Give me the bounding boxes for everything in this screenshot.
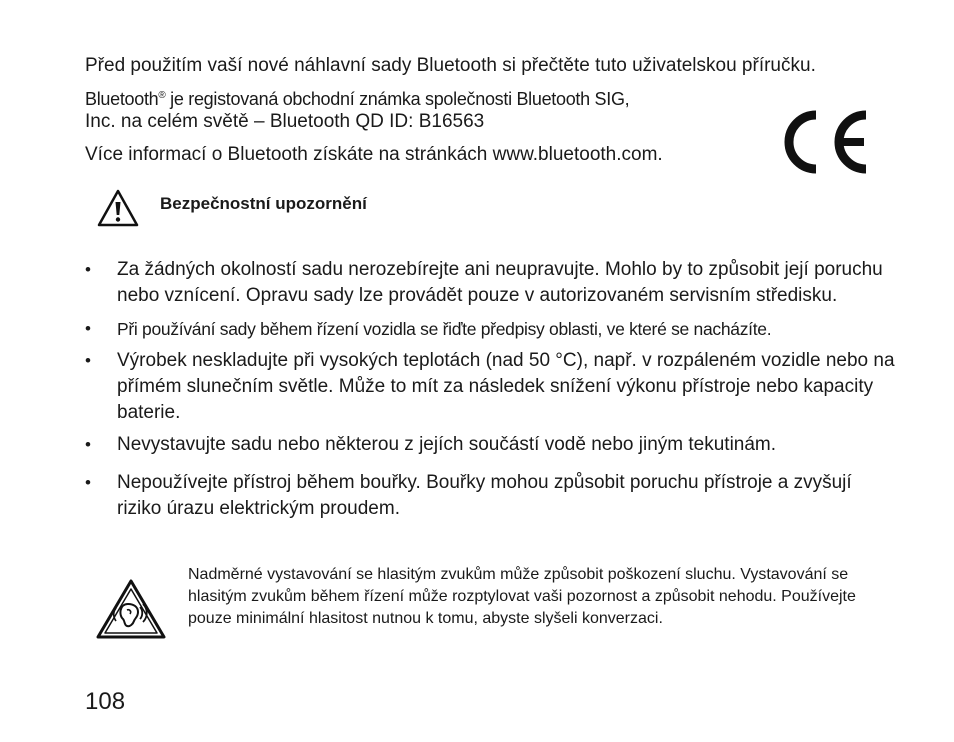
list-item-text: Při používání sady během řízení vozidla se řiďte předpisy oblasti, ve které se nacházíte. (117, 319, 772, 339)
list-item (85, 432, 885, 458)
loud-sound-warning-icon (95, 578, 167, 640)
page-number: 108 (85, 688, 126, 715)
list-item-text: Nepoužívejte přístroj během bouřky. Bouřky mohou způsobit poruchu přístroje a zvyšují riziko úrazu elektrickým proudem. (117, 472, 852, 519)
list-item-text: Výrobek neskladujte při vysokých teplotách (nad 50 °C), např. v rozpáleném vozidle nebo na přímém slunečním světle. Může to mít za následek snížení výkonu přístroje nebo kapacity baterie. (117, 350, 895, 423)
trademark-brand: Bluetooth (85, 89, 159, 109)
bullet: • (85, 319, 91, 338)
warning-triangle-icon (96, 188, 140, 228)
list-item-text: Za žádných okolností sadu nerozebírejte ani neupravujte. Mohlo by to způsobit její poruchu nebo vznícení. Opravu sady lze provádět pouze v autorizovaném servisním středisku. (117, 259, 883, 306)
registered-symbol: ® (158, 90, 166, 101)
intro-read-manual: Před použitím vaší nové náhlavní sady Bluetooth si přečtěte tuto uživatelskou příručku. (85, 55, 816, 76)
bullet: • (85, 260, 91, 279)
hearing-warning-text: Nadměrné vystavování se hlasitým zvukům může způsobit poškození sluchu. Vystavování se hlasitým zvukům během řízení může rozptylovat vaši pozornost a způsobit nehodu. Používejte pouze minimální hlasitost nutnou k tomu, abyste slyšeli konverzaci. (188, 566, 856, 627)
intro-qd-id: Inc. na celém světě – Bluetooth QD ID: B16563 (85, 111, 485, 132)
list-item (85, 470, 887, 522)
safety-heading: Bezpečnostní upozornění (160, 194, 367, 213)
list-item (85, 316, 885, 342)
ce-mark-icon (778, 106, 872, 178)
trademark-text: je registovaná obchodní známka společnosti Bluetooth SIG, (165, 89, 630, 109)
intro-trademark-line (85, 88, 629, 110)
list-item (85, 348, 897, 426)
bullet: • (85, 435, 91, 454)
list-item (85, 257, 887, 309)
list-item-text: Nevystavujte sadu nebo některou z jejích součástí vodě nebo jiným tekutinám. (117, 434, 777, 455)
bullet: • (85, 351, 91, 370)
bullet: • (85, 473, 91, 492)
intro-more-info: Více informací o Bluetooth získáte na stránkách www.bluetooth.com. (85, 144, 663, 165)
safety-list (85, 257, 895, 522)
